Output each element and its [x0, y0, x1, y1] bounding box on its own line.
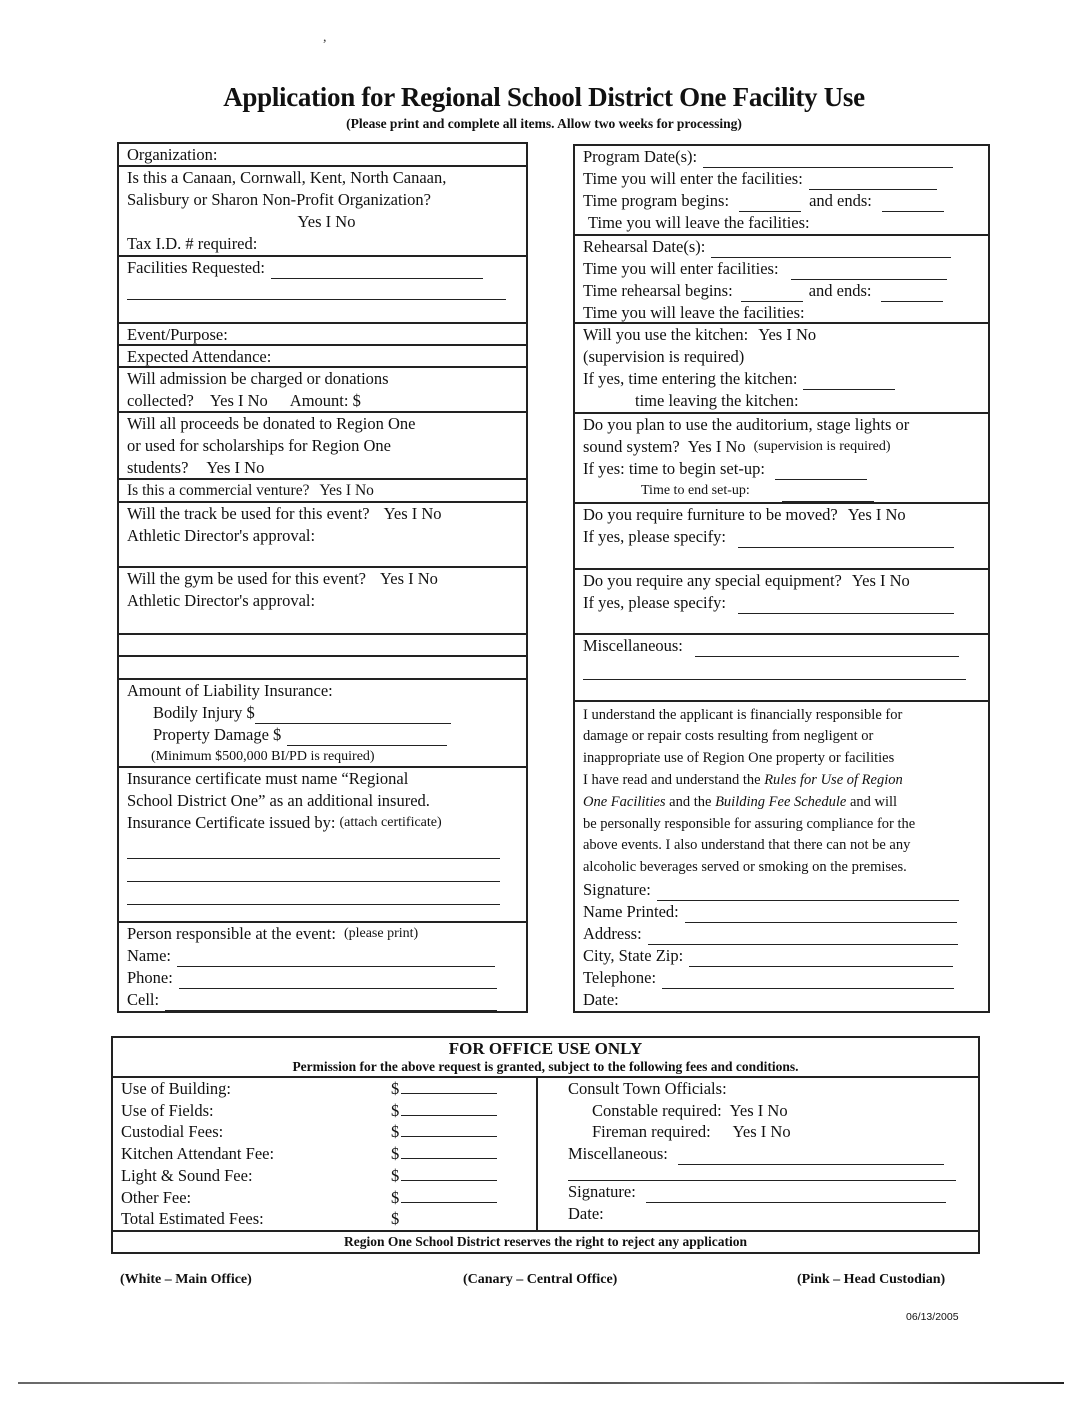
- attendance-label: Expected Attendance:: [127, 346, 272, 366]
- setup-end-label: Time to end set-up:: [641, 483, 750, 498]
- gym-question: Will the gym be used for this event?: [127, 569, 366, 589]
- gym-yes-no[interactable]: Yes I No: [379, 569, 438, 589]
- fee-field[interactable]: [401, 1078, 497, 1094]
- misc-section: [575, 635, 988, 702]
- rehearsal-begins-label: Time rehearsal begins:: [583, 281, 733, 300]
- proceeds-question: Will all proceeds be donated to Region One: [127, 413, 416, 433]
- office-signature-field[interactable]: [646, 1187, 946, 1203]
- phone-field[interactable]: [179, 973, 497, 989]
- right-form-box: [573, 144, 990, 1013]
- liability-label: Amount of Liability Insurance:: [127, 681, 333, 701]
- certificate-note-2: School District One” as an additional insured.: [127, 791, 430, 811]
- fee-row: Kitchen Attendant Fee: $: [121, 1143, 536, 1165]
- certificate-issuer-label: Insurance Certificate issued by:: [127, 813, 336, 833]
- blank-row-1[interactable]: [119, 635, 526, 657]
- name-field[interactable]: [177, 951, 495, 967]
- signature-field[interactable]: [657, 885, 959, 901]
- office-misc-label: Miscellaneous:: [568, 1144, 668, 1164]
- office-footer: Region One School District reserves the right to reject any application: [344, 1234, 747, 1249]
- admission-section: [119, 368, 526, 413]
- certificate-issuer-field-3[interactable]: [127, 882, 500, 905]
- organization-label: Organization:: [127, 145, 218, 164]
- rehearsal-ends-field[interactable]: [881, 286, 943, 302]
- furniture-specify-label: If yes, please specify:: [583, 527, 726, 546]
- fee-field[interactable]: [401, 1121, 497, 1137]
- gym-section: [119, 568, 526, 635]
- agreement-line-7: above events. I also understand that there can not be any: [583, 837, 911, 854]
- phone-label: Phone:: [127, 967, 173, 987]
- kitchen-supervision-note: (supervision is required): [583, 347, 745, 366]
- office-conditions: [538, 1078, 978, 1230]
- commercial-question: Is this a commercial venture?: [127, 481, 310, 499]
- kitchen-leave-label: time leaving the kitchen:: [635, 391, 799, 410]
- certificate-attach-note: (attach certificate): [339, 815, 442, 831]
- copy-pink: (Pink – Head Custodian): [797, 1272, 946, 1287]
- certificate-issuer-field-1[interactable]: [127, 834, 500, 859]
- track-question: Will the track be used for this event?: [127, 503, 370, 523]
- kitchen-section: [575, 324, 988, 414]
- rehearsal-section: [575, 236, 988, 324]
- fee-row: Light & Sound Fee: $: [121, 1165, 536, 1187]
- nonprofit-yes-no[interactable]: Yes I No: [297, 212, 356, 231]
- agreement-line-4: I have read and understand the Rules for Use of Region: [583, 772, 903, 789]
- kitchen-enter-label: If yes, time entering the kitchen:: [583, 369, 798, 388]
- office-permission: Permission for the above request is granted, subject to the following fees and conditions.: [292, 1059, 799, 1074]
- admission-amount-label: Amount: $: [289, 390, 361, 410]
- leave-facilities-label: Time you will leave the facilities:: [588, 213, 810, 232]
- proceeds-yes-no[interactable]: Yes I No: [206, 457, 265, 477]
- fee-row: Use of Building: $: [121, 1078, 536, 1100]
- enter-facilities-field[interactable]: [809, 174, 937, 190]
- person-responsible-label: Person responsible at the event:: [127, 923, 336, 943]
- office-misc-field[interactable]: [678, 1149, 944, 1165]
- gym-approval-label: Athletic Director's approval:: [127, 591, 316, 611]
- revision-date: 06/13/2005: [906, 1311, 959, 1323]
- nonprofit-question-2: Salisbury or Sharon Non-Profit Organization?: [127, 190, 431, 209]
- fireman-label: Fireman required:: [592, 1122, 711, 1142]
- scan-mark: ,: [323, 30, 327, 45]
- consult-label: Consult Town Officials:: [568, 1079, 727, 1098]
- nonprofit-section: [119, 167, 526, 257]
- event-section: [119, 324, 526, 346]
- program-ends-field[interactable]: [882, 196, 944, 212]
- rehearsal-dates-field[interactable]: [711, 242, 951, 258]
- misc-field[interactable]: [695, 641, 959, 657]
- setup-begin-label: If yes: time to begin set-up:: [583, 459, 765, 478]
- equipment-question: Do you require any special equipment?: [583, 570, 842, 590]
- auditorium-question-2: sound system?: [583, 437, 680, 456]
- admission-question-2: collected?: [127, 390, 194, 410]
- rehearsal-enter-label: Time you will enter facilities:: [583, 259, 779, 278]
- page-title: Application for Regional School District One Facility Use: [223, 82, 865, 112]
- liability-section: [119, 680, 526, 768]
- proceeds-question-3: students?: [127, 457, 189, 477]
- constable-label: Constable required:: [592, 1100, 722, 1120]
- facilities-field-2[interactable]: [127, 279, 506, 300]
- commercial-section: [119, 480, 526, 503]
- date-label: Date:: [583, 990, 619, 1009]
- name-printed-field[interactable]: [685, 907, 957, 923]
- track-approval-label: Athletic Director's approval:: [127, 525, 316, 545]
- fee-row: Custodial Fees: $: [121, 1121, 536, 1143]
- copy-white: (White – Main Office): [120, 1272, 252, 1287]
- program-begins-field[interactable]: [739, 196, 801, 212]
- fee-row: Other Fee: $: [121, 1187, 536, 1209]
- person-print-note: (please print): [343, 925, 419, 941]
- rules-reference: Rules for Use of Region: [764, 772, 903, 789]
- program-dates-field[interactable]: [703, 152, 953, 168]
- fee-field[interactable]: [401, 1100, 497, 1116]
- auditorium-yes-no[interactable]: Yes I No: [687, 437, 746, 456]
- certificate-section: [119, 768, 526, 923]
- kitchen-enter-field[interactable]: [803, 374, 895, 390]
- commercial-yes-no[interactable]: Yes I No: [319, 481, 374, 499]
- scan-artifact-line: [18, 1382, 1064, 1384]
- setup-begin-field[interactable]: [775, 464, 867, 480]
- facilities-field[interactable]: [271, 263, 483, 279]
- cell-field[interactable]: [165, 995, 497, 1011]
- rehearsal-begins-field[interactable]: [741, 286, 803, 302]
- agreement-line-5: One Facilities and the Building Fee Schedule and will: [583, 793, 898, 810]
- signature-label: Signature:: [583, 880, 651, 899]
- property-damage-field[interactable]: [287, 730, 447, 746]
- certificate-issuer-field-2[interactable]: [127, 859, 500, 882]
- facilities-section: [119, 257, 526, 324]
- event-purpose-label: Event/Purpose:: [127, 324, 228, 344]
- rehearsal-leave-label: Time you will leave the facilities:: [583, 303, 805, 322]
- equipment-yes-no[interactable]: Yes I No: [851, 570, 910, 590]
- kitchen-question: Will you use the kitchen:: [583, 325, 749, 344]
- blank-row-2[interactable]: [119, 657, 526, 681]
- auditorium-section: [575, 414, 988, 504]
- track-yes-no[interactable]: Yes I No: [383, 503, 442, 523]
- bodily-injury-label: Bodily Injury $: [153, 703, 255, 723]
- office-date-label: Date:: [568, 1203, 604, 1223]
- tax-id-label: Tax I.D. # required:: [127, 234, 258, 253]
- proceeds-question-2: or used for scholarships for Region One: [127, 435, 391, 455]
- office-header: [113, 1038, 978, 1078]
- organization-section: [119, 144, 526, 167]
- misc-label: Miscellaneous:: [583, 635, 683, 655]
- facilities-reference: One Facilities: [583, 793, 666, 810]
- address-label: Address:: [583, 924, 642, 943]
- name-label: Name:: [127, 945, 171, 965]
- fee-field[interactable]: [401, 1187, 497, 1203]
- equipment-specify-field[interactable]: [738, 598, 954, 614]
- facilities-label: Facilities Requested:: [127, 258, 265, 277]
- admission-yes-no[interactable]: Yes I No: [209, 390, 268, 410]
- office-fees: [113, 1078, 538, 1230]
- person-section: [119, 923, 526, 1011]
- agreement-line-2: damage or repair costs resulting from negligent or: [583, 728, 874, 745]
- agreement-line-8: alcoholic beverages served or smoking on the premises.: [583, 859, 907, 876]
- certificate-note: Insurance certificate must name “Regional: [127, 769, 409, 789]
- rehearsal-dates-label: Rehearsal Date(s):: [583, 237, 706, 256]
- auditorium-question: Do you plan to use the auditorium, stage lights or: [583, 415, 910, 434]
- setup-end-field[interactable]: [782, 486, 874, 502]
- agreement-line-3: inappropriate use of Region One property or facilities: [583, 750, 895, 767]
- city-state-zip-label: City, State Zip:: [583, 946, 684, 965]
- nonprofit-question: Is this a Canaan, Cornwall, Kent, North Canaan,: [127, 168, 447, 187]
- equipment-section: [575, 570, 988, 635]
- rehearsal-ends-label: and ends:: [808, 281, 872, 300]
- agreement-line-6: be personally responsible for assuring compliance for the: [583, 815, 916, 832]
- fee-row-total: Total Estimated Fees: $: [121, 1209, 400, 1229]
- property-damage-label: Property Damage $: [153, 725, 282, 745]
- office-misc-field-2[interactable]: [568, 1165, 956, 1181]
- misc-field-2[interactable]: [583, 657, 966, 680]
- fee-schedule-reference: Building Fee Schedule: [715, 793, 847, 810]
- minimum-coverage-note: (Minimum $500,000 BI/PD is required): [151, 749, 375, 765]
- city-state-zip-field[interactable]: [689, 951, 953, 967]
- agreement-line-1: I understand the applicant is financially responsible for: [583, 706, 903, 723]
- telephone-label: Telephone:: [583, 968, 657, 987]
- program-section: [575, 146, 988, 236]
- telephone-field[interactable]: [662, 973, 954, 989]
- copy-canary: (Canary – Central Office): [463, 1272, 618, 1287]
- rehearsal-enter-field[interactable]: [791, 264, 947, 280]
- program-begins-label: Time program begins:: [583, 191, 730, 210]
- office-signature-label: Signature:: [568, 1181, 636, 1201]
- constable-yes-no[interactable]: Yes I No: [729, 1100, 788, 1120]
- name-printed-label: Name Printed:: [583, 902, 679, 921]
- fee-field[interactable]: [401, 1143, 497, 1159]
- left-form-box: [117, 142, 528, 1013]
- fireman-yes-no[interactable]: Yes I No: [732, 1122, 791, 1142]
- page-subtitle: (Please print and complete all items. Allow two weeks for processing): [346, 116, 742, 131]
- auditorium-supervision-note: (supervision is required): [753, 439, 891, 454]
- enter-facilities-label: Time you will enter the facilities:: [583, 169, 803, 188]
- admission-question: Will admission be charged or donations: [127, 368, 389, 388]
- furniture-section: [575, 504, 988, 570]
- equipment-specify-label: If yes, please specify:: [583, 592, 726, 612]
- furniture-specify-field[interactable]: [738, 532, 954, 548]
- attendance-section: [119, 346, 526, 368]
- kitchen-yes-no[interactable]: Yes I No: [758, 325, 817, 344]
- fee-field[interactable]: [401, 1165, 497, 1181]
- address-field[interactable]: [648, 929, 958, 945]
- track-section: [119, 503, 526, 569]
- agreement-section: [575, 702, 988, 1011]
- fee-row: Use of Fields: $: [121, 1100, 536, 1122]
- cell-label: Cell:: [127, 989, 160, 1009]
- office-use-box: [111, 1036, 980, 1254]
- furniture-question: Do you require furniture to be moved?: [583, 505, 838, 524]
- furniture-yes-no[interactable]: Yes I No: [847, 505, 906, 524]
- office-heading: FOR OFFICE USE ONLY: [448, 1039, 643, 1058]
- program-dates-label: Program Date(s):: [583, 147, 698, 166]
- proceeds-section: [119, 413, 526, 480]
- bodily-injury-field[interactable]: [255, 708, 451, 724]
- program-ends-label: and ends:: [809, 191, 872, 210]
